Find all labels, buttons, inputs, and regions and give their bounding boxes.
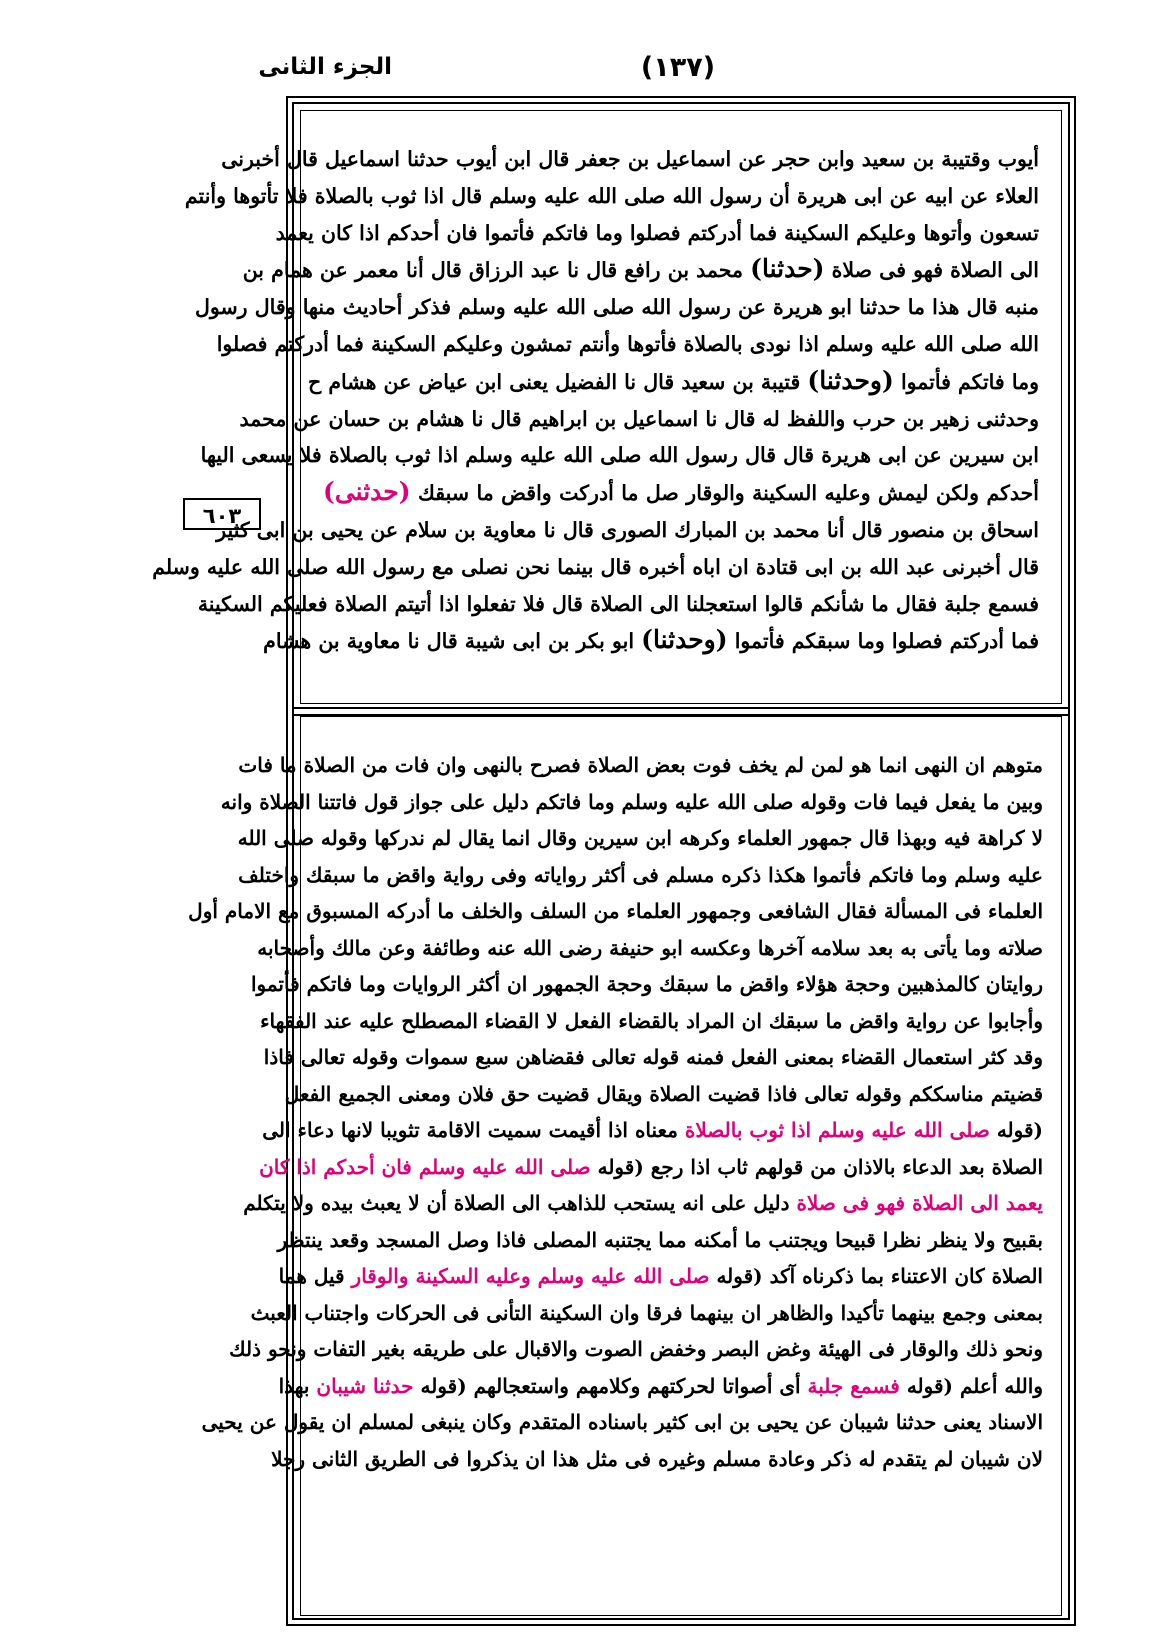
text-run: روايتان كالمذهبين وحجة هؤلاء واقض ما سبقك وحجة الجمهور ان أكثر الروايات وما فاتكم فأتموا [250, 972, 1043, 996]
matn-line [239, 401, 1039, 438]
section-divider [294, 707, 1068, 716]
sharh-line [188, 893, 1043, 930]
sharh-line [284, 1076, 1043, 1113]
text-run: قيل هما [278, 1264, 352, 1288]
text-run: بهذا [278, 1373, 317, 1398]
text-run: متوهم ان النهى انما هو لمن لم يخف فوت بعض الصلاة فصرح بالنهى وان فات من الصلاة ما فات [238, 753, 1043, 777]
matn-line [216, 326, 1039, 363]
text-run: وبين ما يفعل فيما فات وقوله صلى الله عليه وسلم وما فاتكم دليل على جواز قول فاتتنا الصلاة وانه [220, 789, 1043, 814]
matn-line [221, 141, 1039, 178]
text-run: فما أدركتم فصلوا وما سبقكم فأتموا [727, 629, 1039, 654]
matn-line [323, 474, 1039, 512]
matn-line [216, 512, 1039, 549]
quoted-phrase: صلى الله عليه وسلم اذا ثوب بالصلاة [684, 1118, 990, 1142]
text-run: محمد بن رافع قال نا عبد الرزاق قال أنا معمر عن همام بن [242, 258, 751, 283]
text-run: قضيتم مناسككم وقوله تعالى فاذا قضيت الصلاة ويقال قضيت حق فلان ومعنى الجميع الفعل [284, 1081, 1043, 1106]
text-run: أى أصواتا لحركتهم وكلامهم واستعجالهم (قوله [413, 1373, 808, 1398]
isnad-marker: (حدثنا) [750, 254, 825, 284]
matn-line [242, 251, 1039, 289]
sharh-line [237, 820, 1043, 857]
text-run: ابن سيرين عن ابى هريرة قال قال رسول الله صلى الله عليه وسلم اذا ثوب بالصلاة فلا يسعى اليها [200, 443, 1039, 468]
page-header [258, 50, 1072, 94]
quoted-phrase: حدثنا شيبان [316, 1373, 414, 1398]
text-run: ونحو ذلك والوقار فى الهيئة وغض البصر وخفض الصوت والاقبال على طريقه بغير التفات ونحو ذلك [229, 1337, 1043, 1361]
sharh-line [238, 747, 1043, 784]
text-run: العلاء عن ابيه عن ابى هريرة أن رسول الله صلى الله عليه وسلم قال اذا ثوب بالصلاة فلا تأتوها وأنتم [184, 183, 1039, 208]
text-run: اسحاق بن منصور قال أنا محمد بن المبارك الصورى قال نا معاوية بن سلام عن يحيى بن ابى كثير [216, 517, 1039, 542]
text-run: لان شيبان لم يتقدم له ذكر وعادة مسلم وغيره فى مثل هذا ان يذكروا فى الطريق الثانى رجلا [271, 1446, 1043, 1471]
sharh-line [250, 1295, 1043, 1332]
sharh-line [229, 1331, 1043, 1368]
text-run: الى الصلاة فهو فى صلاة [824, 258, 1039, 283]
text-run: وقد كثر استعمال القضاء بمعنى الفعل فمنه قوله تعالى فقضاهن سبع سموات وقوله تعالى فاذا [263, 1045, 1043, 1069]
matn-line [184, 178, 1039, 215]
sharh-line [262, 1112, 1043, 1149]
matn-line [263, 622, 1039, 660]
text-run: وأجابوا عن رواية واقض ما سبقك ان المراد بالقضاء الفعل لا القضاء المصطلح عليه عند الفقهاء [260, 1008, 1043, 1033]
sharh-line [278, 1368, 1043, 1405]
text-run: (قوله [989, 1118, 1043, 1142]
text-run: عليه وسلم وما فاتكم فأتموا هكذا ذكره مسلم فى أكثر رواياته وفى رواية واقض ما سبقك واختلف [238, 862, 1043, 887]
text-run: منبه قال هذا ما حدثنا ابو هريرة عن رسول الله صلى الله عليه وسلم فذكر أحاديث منها وقال رسول [195, 295, 1039, 320]
sharh-box [188, 716, 1062, 1616]
matn-line [197, 586, 1039, 623]
isnad-marker: (حدثنى) [323, 477, 411, 507]
text-run: لا كراهة فيه وبهذا قال جمهور العلماء وكرهه ابن سيرين وقال انما يقال لم ندركها وقوله صلى الله [237, 826, 1043, 850]
matn-line [307, 363, 1039, 401]
text-run: فسمع جلبة فقال ما شأنكم قالوا استعجلنا الى الصلاة قال فلا تفعلوا اذا أتيتم الصلاة فعليكم السكينة [197, 591, 1039, 616]
text-run: قال أخبرنى عبد الله بن ابى قتادة ان اباه أخبره قال بينما نحن نصلى مع رسول الله صلى الله عليه وسلم [152, 554, 1039, 579]
text-run: العلماء فى المسألة فقال الشافعى وجمهور العلماء من السلف والخلف ما أدركه المسبوق مع الامام أول [188, 899, 1043, 923]
sharh-line [238, 857, 1043, 894]
text-run: الاسناد يعنى حدثنا شيبان عن يحيى بن ابى كثير باسناده المتقدم وكان ينبغى لمسلم ان يقول عن يحيى [201, 1410, 1043, 1434]
matn-line [275, 215, 1039, 252]
sharh-line [260, 1003, 1043, 1040]
isnad-marker: (وحدثنا) [641, 625, 728, 655]
text-run: قتيبة بن سعيد قال نا الفضيل يعنى ابن عياض عن هشام ح [307, 369, 808, 394]
text-run: تسعون وأتوها وعليكم السكينة فما أدركتم فصلوا وما فاتكم فأتموا فان أحدكم اذا كان يعمد [275, 220, 1039, 245]
sharh-line [271, 1441, 1043, 1478]
matn-line [152, 549, 1039, 586]
quoted-phrase: يعمد الى الصلاة فهو فى صلاة [796, 1191, 1043, 1215]
sharh-line [278, 1258, 1043, 1295]
text-run: وحدثنى زهير بن حرب واللفظ له قال نا اسماعيل بن ابراهيم قال نا هشام بن حسان عن محمد [239, 406, 1039, 431]
text-run: وما فاتكم فأتموا [893, 369, 1039, 394]
text-run: الصلاة بعد الدعاء بالاذان من قولهم ثاب اذا رجع (قوله [590, 1154, 1043, 1179]
text-run: أيوب وقتيبة بن سعيد وابن حجر عن اسماعيل بن جعفر قال ابن أيوب حدثنا اسماعيل قال أخبرنى [221, 147, 1039, 171]
sharh-line [220, 784, 1043, 821]
sharh-line [250, 966, 1043, 1003]
text-run: الصلاة كان الاعتناء بما ذكرناه آكد (قوله [709, 1264, 1043, 1288]
isnad-marker: (وحدثنا) [807, 365, 894, 395]
text-run: أحدكم ولكن ليمش وعليه السكينة والوقار صل ما أدركت واقض ما سبقك [410, 481, 1039, 506]
text-run: والله أعلم (قوله [899, 1373, 1043, 1398]
matn-line [195, 289, 1039, 326]
quoted-phrase: فسمع جلبة [807, 1373, 900, 1398]
sharh-line [259, 1149, 1043, 1186]
text-run: الله صلى الله عليه وسلم اذا نودى بالصلاة فأتوها وأنتم تمشون وعليكم السكينة فما أدركتم فصلوا [216, 331, 1039, 356]
sharh-line [243, 1185, 1043, 1222]
text-run: دليل على انه يستحب للذاهب الى الصلاة أن لا يعبث بيده ولا يتكلم [243, 1191, 797, 1215]
quoted-phrase: صلى الله عليه وسلم فان أحدكم اذا كان [259, 1154, 591, 1179]
hadith-number-marker: ٦٠٣ [183, 498, 261, 530]
sharh-line [201, 1404, 1043, 1441]
part-title: الجزء الثانى [258, 54, 392, 80]
sharh-line [277, 1222, 1043, 1259]
text-run: معناه اذا أقيمت سميت الاقامة تثويبا لانها دعاء الى [262, 1118, 685, 1142]
sharh-text [188, 747, 1043, 1477]
matn-line [200, 437, 1039, 474]
quoted-phrase: صلى الله عليه وسلم وعليه السكينة والوقار [351, 1264, 710, 1288]
text-run: بمعنى وجمع بينهما تأكيدا والظاهر ان بينهما فرقا وان السكينة التأنى فى الحركات واجتناب العبث [250, 1300, 1043, 1325]
sharh-line [257, 930, 1043, 967]
sharh-line [263, 1039, 1043, 1076]
text-run: صلاته وما يأتى به بعد سلامه آخرها وعكسه ابو حنيفة رضى الله عنه وطائفة وعن مالك وأصحابه [257, 935, 1043, 960]
text-run: بقبيح ولا ينظر نظرا قبيحا ويجتنب ما أمكنه مما يجتنبه المصلى فاذا وصل المسجد وقعد ينتظر [277, 1227, 1043, 1252]
text-run: ابو بكر بن ابى شيبة قال نا معاوية بن هشام [263, 629, 642, 654]
page-number: (١٣٧) [640, 52, 716, 83]
